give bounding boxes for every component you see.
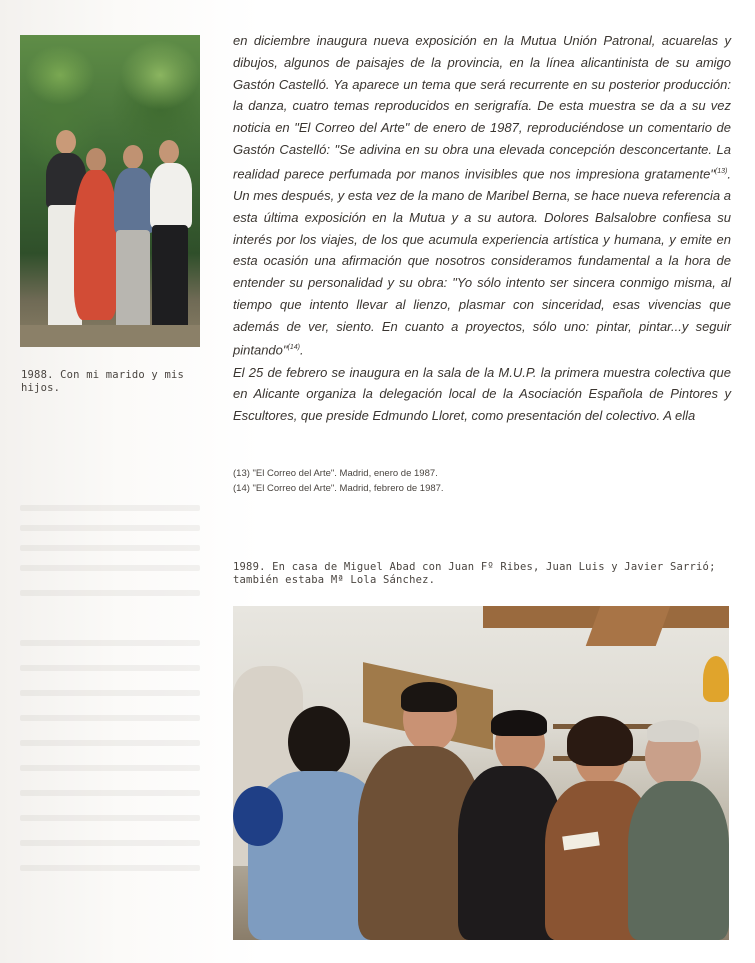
bleed-through-line [20, 565, 200, 571]
article-body [233, 30, 731, 427]
bleed-through-line [20, 590, 200, 596]
bleed-through-line [20, 665, 200, 671]
footnote-ref-14: (14) [287, 344, 300, 352]
group-photo [233, 606, 729, 940]
body-text-part-a: en diciembre inaugura nueva exposición en la Mutua Unión Patronal, acuarelas y dibujos, algunos de paisajes de la provincia, en la línea alicantinista de su amigo Gastón Castelló. Ya aparece un tema que será recurrente en su posterior producción: la danza, cuatro temas reproducidos en serigrafía. De esta muestra se da a su vez noticia en "El Correo del Arte" de enero de 1987, reproduciéndose un comentario de Gastón Castelló: "Se adivina en su obra una elevada concepción desconcertante. La realidad parece perfumada por manos invisibles que nos impresiona gratamente" [233, 33, 731, 182]
bleed-through-line [20, 740, 200, 746]
bleed-through-line [20, 840, 200, 846]
bleed-through-line [20, 865, 200, 871]
bleed-through-line [20, 690, 200, 696]
bleed-through-line [20, 640, 200, 646]
footnote-14: (14) "El Correo del Arte". Madrid, febrero de 1987. [233, 483, 444, 494]
bleed-through-line [20, 505, 200, 511]
bleed-through-line [20, 525, 200, 531]
body-text-part-c: . [299, 342, 304, 358]
bleed-through-line [20, 790, 200, 796]
bleed-through-line [20, 715, 200, 721]
body-paragraph-2: El 25 de febrero se inaugura en la sala de la M.U.P. la primera muestra colectiva que en Alicante organiza la delegación local de la Asociación Española de Pintores y Escultores, que preside Edmundo Lloret, como presentación del colectivo. A ella [233, 364, 731, 424]
body-text-part-b: . Un mes después, y esta vez de la mano de Maribel Berna, se hace nueva referencia a esta última exposición en la Mutua y a su autora. Dolores Balsalobre confiesa su interés por los viajes, de los que acumula experiencia artística y humana, y emite en esta ocasión una afirmación que nosotros consideramos fundamental a la hora de entender su personalidad y su obra: "Yo sólo intento ser sincera conmigo misma, al tiempo que intento llevar al lienzo, plasmar con sinceridad, esas vivencias que además de ver, siento. En cuanto a proyectos, sólo uno: pintar, pintar...y seguir pintando" [233, 166, 731, 358]
family-photo-caption: 1988. Con mi marido y mis hijos. [21, 369, 185, 394]
body-paragraph-1 [233, 30, 731, 362]
family-photo [20, 35, 200, 347]
bleed-through-line [20, 545, 200, 551]
footnotes [233, 466, 731, 496]
group-photo-caption: 1989. En casa de Miguel Abad con Juan Fº Ribes, Juan Luis y Javier Sarrió; también estaba Mª Lola Sánchez. [233, 561, 716, 586]
footnote-13: (13) "El Correo del Arte". Madrid, enero de 1987. [233, 468, 438, 479]
bleed-through-line [20, 765, 200, 771]
bleed-through-line [20, 815, 200, 821]
footnote-ref-13: (13) [714, 167, 728, 175]
